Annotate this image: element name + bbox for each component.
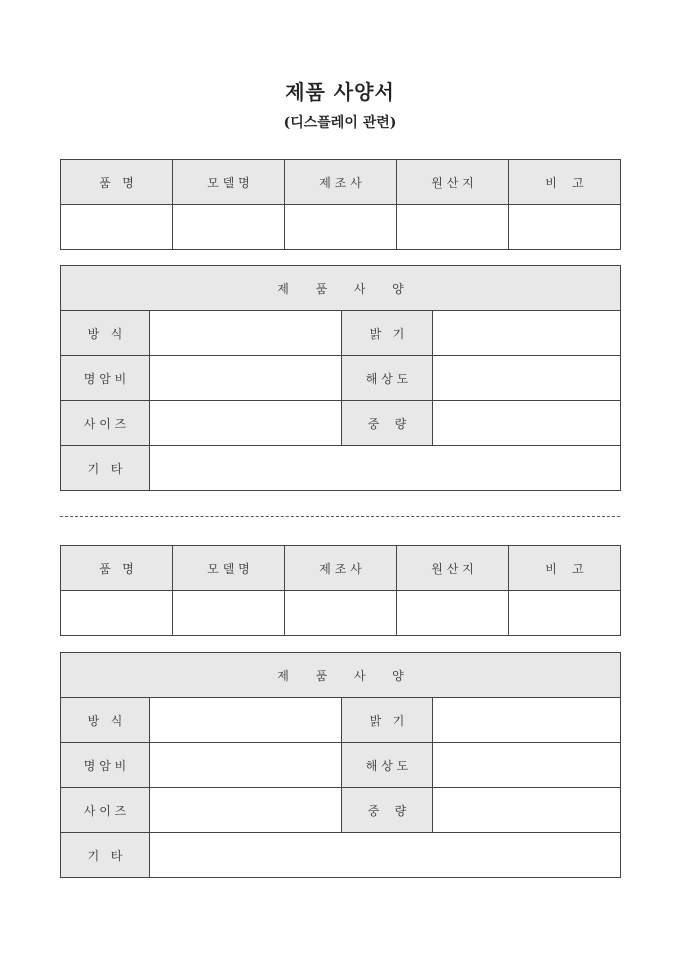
size-cell[interactable]	[150, 401, 342, 446]
spec-row	[61, 311, 621, 356]
label-contrast: 명 암 비	[61, 743, 150, 788]
spec-row	[61, 743, 621, 788]
summary-value-row	[61, 205, 621, 250]
summary-header-row	[61, 546, 621, 591]
header-model-name: 모 델 명	[173, 546, 285, 591]
header-manufacturer: 제 조 사	[285, 546, 397, 591]
brightness-cell[interactable]	[433, 698, 621, 743]
manufacturer-cell[interactable]	[285, 591, 397, 636]
size-cell[interactable]	[150, 788, 342, 833]
spec-header: 제 품 사 양	[61, 266, 621, 311]
spec-header-row	[61, 266, 621, 311]
weight-cell[interactable]	[433, 788, 621, 833]
resolution-cell[interactable]	[433, 743, 621, 788]
document-title: 제품 사양서	[285, 80, 395, 104]
remarks-cell[interactable]	[509, 591, 621, 636]
origin-cell[interactable]	[397, 591, 509, 636]
document-subtitle: (디스플레이 관련)	[283, 115, 397, 131]
spec-row	[61, 401, 621, 446]
model-name-cell[interactable]	[173, 591, 285, 636]
header-origin: 원 산 지	[397, 160, 509, 205]
other-cell[interactable]	[150, 446, 621, 491]
manufacturer-cell[interactable]	[285, 205, 397, 250]
label-weight: 중 량	[342, 788, 433, 833]
contrast-cell[interactable]	[150, 356, 342, 401]
spec-table-1	[60, 265, 621, 491]
spec-header: 제 품 사 양	[61, 653, 621, 698]
label-size: 사 이 즈	[61, 401, 150, 446]
summary-table-1	[60, 159, 621, 250]
spec-row	[61, 356, 621, 401]
label-other: 기 타	[61, 446, 150, 491]
spec-table-2	[60, 652, 621, 878]
method-cell[interactable]	[150, 311, 342, 356]
header-manufacturer: 제 조 사	[285, 160, 397, 205]
label-contrast: 명 암 비	[61, 356, 150, 401]
method-cell[interactable]	[150, 698, 342, 743]
label-size: 사 이 즈	[61, 788, 150, 833]
resolution-cell[interactable]	[433, 356, 621, 401]
spec-header-row	[61, 653, 621, 698]
summary-header-row	[61, 160, 621, 205]
product-name-cell[interactable]	[61, 205, 173, 250]
cut-line-divider	[60, 516, 620, 517]
spec-row	[61, 698, 621, 743]
summary-table-2	[60, 545, 621, 636]
product-name-cell[interactable]	[61, 591, 173, 636]
label-weight: 중 량	[342, 401, 433, 446]
label-brightness: 밝 기	[342, 311, 433, 356]
model-name-cell[interactable]	[173, 205, 285, 250]
spec-row	[61, 788, 621, 833]
label-method: 방 식	[61, 311, 150, 356]
header-product-name: 품 명	[61, 546, 173, 591]
remarks-cell[interactable]	[509, 205, 621, 250]
header-model-name: 모 델 명	[173, 160, 285, 205]
weight-cell[interactable]	[433, 401, 621, 446]
header-product-name: 품 명	[61, 160, 173, 205]
header-origin: 원 산 지	[397, 546, 509, 591]
label-other: 기 타	[61, 833, 150, 878]
label-brightness: 밝 기	[342, 698, 433, 743]
spec-row	[61, 446, 621, 491]
header-remarks: 비 고	[509, 160, 621, 205]
summary-value-row	[61, 591, 621, 636]
brightness-cell[interactable]	[433, 311, 621, 356]
header-remarks: 비 고	[509, 546, 621, 591]
contrast-cell[interactable]	[150, 743, 342, 788]
other-cell[interactable]	[150, 833, 621, 878]
origin-cell[interactable]	[397, 205, 509, 250]
label-method: 방 식	[61, 698, 150, 743]
spec-row	[61, 833, 621, 878]
label-resolution: 해 상 도	[342, 743, 433, 788]
label-resolution: 해 상 도	[342, 356, 433, 401]
